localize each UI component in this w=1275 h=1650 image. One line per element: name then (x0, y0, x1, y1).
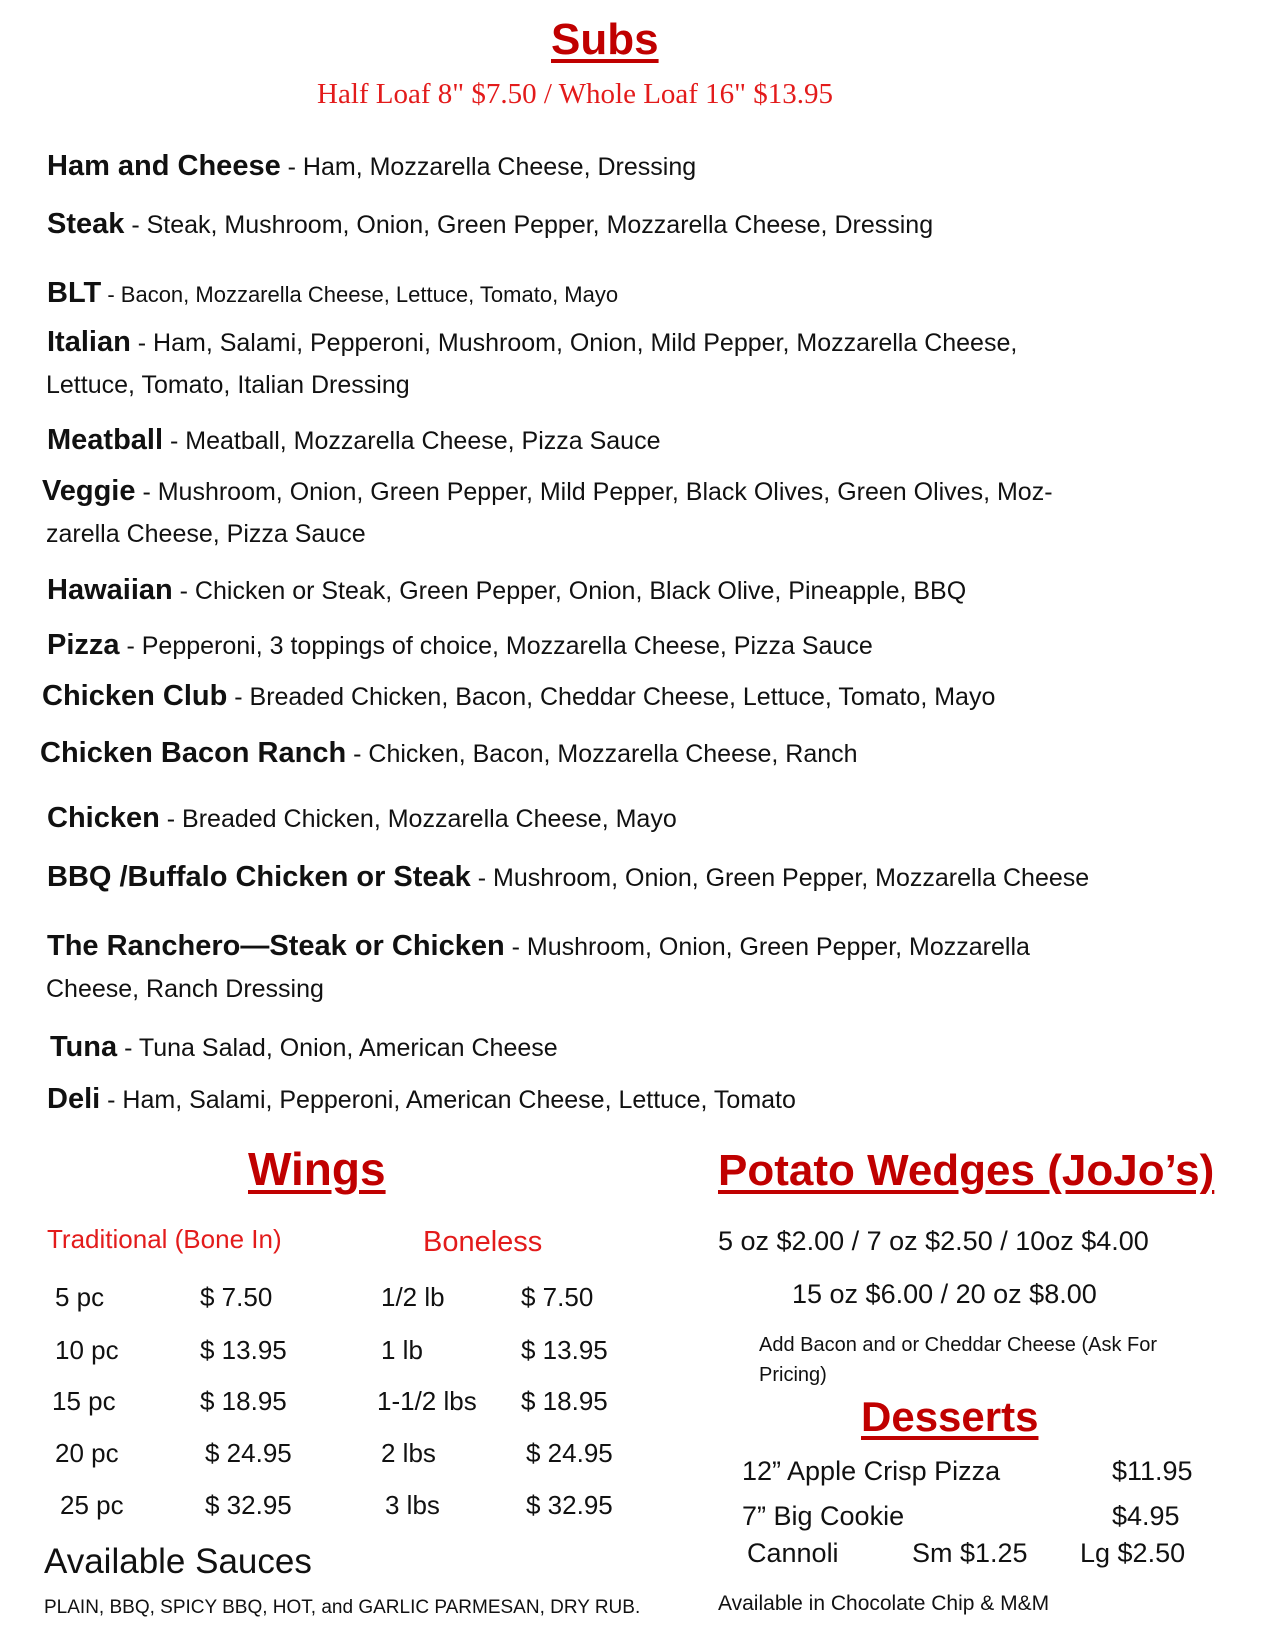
boneless-price: $ 24.95 (526, 1438, 613, 1468)
traditional-price: $ 13.95 (200, 1335, 287, 1365)
sub-name: Pizza (47, 629, 120, 661)
sub-item (50, 1033, 558, 1062)
sub-description-cont: Lettuce, Tomato, Italian Dressing (46, 371, 410, 399)
traditional-price: $ 24.95 (205, 1438, 292, 1468)
sub-item (47, 804, 677, 833)
apple-crisp-price: $11.95 (1112, 1456, 1193, 1486)
boneless-qty: 1/2 lb (381, 1282, 445, 1312)
sub-description: - Pepperoni, 3 toppings of choice, Mozzarella Cheese, Pizza Sauce (119, 632, 873, 660)
cannoli-small-price: Sm $1.25 (912, 1538, 1028, 1568)
sub-description: - Mushroom, Onion, Green Pepper, Mozzarella (504, 933, 1030, 961)
potato-pricing-2: 15 oz $6.00 / 20 oz $8.00 (792, 1279, 1097, 1309)
boneless-price: $ 32.95 (526, 1490, 613, 1520)
big-cookie-price: $4.95 (1112, 1501, 1180, 1531)
traditional-qty: 20 pc (55, 1438, 119, 1468)
sub-item (47, 328, 1017, 357)
sub-item (47, 210, 933, 239)
traditional-qty: 5 pc (55, 1282, 105, 1312)
sub-description: - Ham, Mozzarella Cheese, Dressing (280, 153, 697, 181)
sub-item (47, 279, 618, 308)
sauces-title: Available Sauces (44, 1542, 312, 1581)
boneless-label: Boneless (423, 1226, 543, 1258)
potato-note-cont: Pricing) (759, 1364, 827, 1386)
sub-description-cont: Cheese, Ranch Dressing (46, 975, 324, 1003)
potato-pricing-1: 5 oz $2.00 / 7 oz $2.50 / 10oz $4.00 (718, 1226, 1149, 1256)
boneless-price: $ 13.95 (521, 1335, 608, 1365)
sub-name: Chicken Club (42, 680, 228, 712)
potato-note: Add Bacon and or Cheddar Cheese (Ask For (759, 1334, 1157, 1356)
cookie-flavors-note: Available in Chocolate Chip & M&M (718, 1592, 1050, 1615)
cannoli-large-price: Lg $2.50 (1080, 1538, 1186, 1568)
cannoli-name: Cannoli (747, 1538, 839, 1568)
sub-item (47, 426, 660, 455)
sub-description: - Mushroom, Onion, Green Pepper, Mild Pepper, Black Olives, Green Olives, Moz- (135, 478, 1053, 506)
sub-item (42, 477, 1053, 506)
sub-name: Chicken (47, 802, 160, 834)
sub-name: Meatball (47, 424, 164, 456)
traditional-qty: 25 pc (60, 1490, 124, 1520)
sub-item (47, 152, 696, 181)
sub-item (40, 739, 858, 768)
traditional-qty: 15 pc (52, 1386, 116, 1416)
sub-name: Deli (47, 1083, 101, 1115)
subs-pricing: Half Loaf 8" $7.50 / Whole Loaf 16" $13.95 (317, 78, 834, 110)
boneless-qty: 3 lbs (385, 1490, 440, 1520)
traditional-qty: 10 pc (55, 1335, 119, 1365)
traditional-price: $ 18.95 (200, 1386, 287, 1416)
sub-description: - Steak, Mushroom, Onion, Green Pepper, Mozzarella Cheese, Dressing (124, 211, 934, 239)
sub-name: Ham and Cheese (47, 150, 281, 182)
boneless-qty: 1-1/2 lbs (377, 1386, 477, 1416)
boneless-price: $ 7.50 (521, 1282, 594, 1312)
sub-name: BBQ /Buffalo Chicken or Steak (47, 861, 471, 893)
apple-crisp-name: 12” Apple Crisp Pizza (742, 1456, 1001, 1486)
sub-name: BLT (47, 277, 102, 309)
sub-description: - Ham, Salami, Pepperoni, American Cheese, Lettuce, Tomato (100, 1086, 796, 1114)
big-cookie-name: 7” Big Cookie (742, 1501, 905, 1531)
sub-item (47, 863, 1089, 892)
sub-item (47, 631, 873, 660)
desserts-title: Desserts (861, 1393, 1039, 1440)
sub-item (47, 932, 1030, 961)
sub-name: Tuna (50, 1031, 118, 1063)
sauces-list: PLAIN, BBQ, SPICY BBQ, HOT, and GARLIC PARMESAN, DRY RUB. (44, 1597, 641, 1618)
traditional-price: $ 7.50 (200, 1282, 273, 1312)
sub-name: Italian (47, 326, 131, 358)
sub-name: Veggie (42, 475, 136, 507)
sub-description: - Breaded Chicken, Bacon, Cheddar Cheese, Lettuce, Tomato, Mayo (227, 683, 996, 711)
sub-name: Hawaiian (47, 574, 173, 606)
sub-name: The Ranchero—Steak or Chicken (47, 930, 505, 962)
sub-name: Chicken Bacon Ranch (40, 737, 347, 769)
sub-description: - Tuna Salad, Onion, American Cheese (117, 1034, 558, 1062)
sub-description-cont: zarella Cheese, Pizza Sauce (46, 520, 366, 548)
sub-name: Steak (47, 208, 125, 240)
sub-description: - Breaded Chicken, Mozzarella Cheese, Mayo (159, 805, 677, 833)
sub-description: - Ham, Salami, Pepperoni, Mushroom, Onion, Mild Pepper, Mozzarella Cheese, (130, 329, 1018, 357)
sub-item (42, 682, 995, 711)
sub-description: - Meatball, Mozzarella Cheese, Pizza Sauce (163, 427, 661, 455)
wings-title: Wings (248, 1143, 386, 1195)
sub-item (47, 1085, 796, 1114)
potato-title: Potato Wedges (JoJo’s) (718, 1146, 1215, 1195)
boneless-qty: 1 lb (381, 1335, 423, 1365)
subs-title: Subs (551, 15, 659, 64)
sub-description: - Bacon, Mozzarella Cheese, Lettuce, Tomato, Mayo (101, 282, 619, 307)
boneless-price: $ 18.95 (521, 1386, 608, 1416)
sub-description: - Chicken, Bacon, Mozzarella Cheese, Ranch (346, 740, 858, 768)
traditional-label: Traditional (Bone In) (47, 1224, 282, 1254)
traditional-price: $ 32.95 (205, 1490, 292, 1520)
sub-item (47, 576, 966, 605)
sub-description: - Mushroom, Onion, Green Pepper, Mozzarella Cheese (470, 864, 1090, 892)
sub-description: - Chicken or Steak, Green Pepper, Onion, Black Olive, Pineapple, BBQ (172, 577, 967, 605)
boneless-qty: 2 lbs (381, 1438, 436, 1468)
